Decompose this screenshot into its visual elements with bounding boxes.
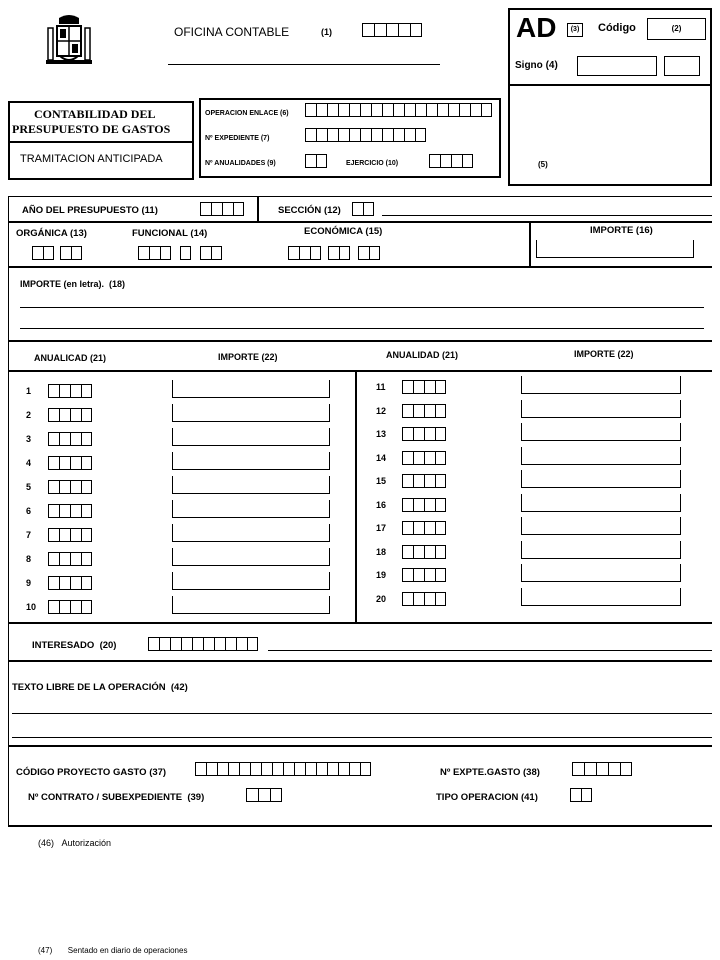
annuity-amount-field[interactable] [172, 548, 330, 566]
annuity-row-number: 11 [376, 382, 386, 392]
functional-cells-c[interactable] [200, 246, 222, 260]
annuity-row-number: 16 [376, 499, 387, 510]
functional-cells-a[interactable] [138, 246, 171, 260]
annuities-header-divider [8, 370, 712, 372]
link-operation-label: OPERACION ENLACE (6) [205, 110, 289, 117]
op-type-label: TIPO OPERACION (41) [436, 792, 538, 803]
annuity-row-number: 6 [26, 506, 32, 516]
office-underline [168, 64, 440, 65]
annuity-year-cells[interactable] [402, 451, 446, 465]
economic-cells-c[interactable] [358, 246, 380, 260]
annuity-amount-field[interactable] [521, 541, 681, 559]
office-ref: (1) [321, 27, 332, 37]
annuity-year-cells[interactable] [402, 498, 446, 512]
annuity-year-cells[interactable] [48, 528, 92, 542]
functional-label: FUNCIONAL (14) [132, 228, 208, 239]
annuity-amount-field[interactable] [172, 476, 330, 494]
field-5-ref: (5) [538, 160, 548, 169]
organic-cells-a[interactable] [32, 246, 54, 260]
code-label: Código [598, 22, 636, 34]
annuity-row-number: 2 [26, 410, 32, 420]
free-text-line-2[interactable] [12, 737, 712, 738]
annuity-year-cells[interactable] [402, 521, 446, 535]
fiscal-year-label: EJERCICIO (10) [346, 160, 399, 167]
organic-cells-b[interactable] [60, 246, 82, 260]
fiscal-year-cells[interactable] [429, 154, 473, 168]
project-code-cells[interactable] [195, 762, 371, 776]
annuity-row-number: 7 [26, 530, 32, 540]
contract-cells[interactable] [246, 788, 282, 802]
annuity-amount-field[interactable] [521, 400, 681, 418]
annuity-row-number: 8 [26, 554, 32, 564]
annuity-row-number: 12 [376, 405, 387, 416]
interested-cells[interactable] [148, 637, 258, 651]
annuity-row-number: 20 [376, 593, 387, 604]
contract-label: Nº CONTRATO / SUBEXPEDIENTE (39) [28, 792, 205, 803]
auth-note: (46) Autorización [38, 838, 112, 848]
annuity-amount-field[interactable] [521, 588, 681, 606]
annuity-year-cells[interactable] [48, 600, 92, 614]
annuity-amount-field[interactable] [172, 380, 330, 398]
functional-cells-b[interactable] [180, 246, 191, 260]
organic-label: ORGÁNICA (13) [16, 228, 87, 239]
file-number-cells[interactable] [305, 128, 426, 142]
amount-label: IMPORTE (16) [590, 225, 653, 236]
annuity-amount-field[interactable] [172, 572, 330, 590]
annuity-year-cells[interactable] [48, 480, 92, 494]
annuity-year-cells[interactable] [402, 545, 446, 559]
annuity-col-header-right: ANUALIDAD (21) [386, 350, 458, 360]
annuity-amount-field[interactable] [521, 564, 681, 582]
doc-type-ref-box [567, 23, 583, 37]
economic-label: ECONÓMICA (15) [304, 226, 383, 237]
annuity-row-number: 10 [26, 602, 37, 612]
annuity-row-number: 5 [26, 482, 32, 492]
annuity-row-number: 9 [26, 578, 32, 588]
annuity-amount-field[interactable] [521, 423, 681, 441]
annuity-amount-field[interactable] [172, 500, 330, 518]
amount-col-header-left: IMPORTE (22) [218, 352, 278, 362]
code-field[interactable] [647, 18, 706, 40]
annuity-year-cells[interactable] [402, 568, 446, 582]
free-text-line-1[interactable] [12, 713, 712, 714]
op-type-cells[interactable] [570, 788, 592, 802]
amount-col-header-right: IMPORTE (22) [574, 349, 634, 359]
annuity-year-cells[interactable] [48, 552, 92, 566]
expte-label: Nº EXPTE.GASTO (38) [440, 767, 540, 778]
annuity-row-number: 4 [26, 458, 32, 468]
annuity-year-cells[interactable] [48, 576, 92, 590]
annuity-row-number: 14 [376, 452, 387, 463]
annuity-amount-field[interactable] [172, 404, 330, 422]
title-line-1: CONTABILIDAD DEL [34, 107, 156, 121]
annuity-row-number: 18 [376, 546, 387, 557]
free-text-label: TEXTO LIBRE DE LA OPERACIÓN (42) [12, 682, 188, 693]
file-number-label: Nº EXPEDIENTE (7) [205, 135, 270, 142]
annuity-amount-field[interactable] [521, 470, 681, 488]
annuities-center-divider [355, 371, 357, 622]
section-underline [382, 215, 712, 216]
code-ref: (2) [671, 24, 682, 33]
annuity-row-number: 15 [376, 476, 387, 486]
annuity-year-cells[interactable] [402, 427, 446, 441]
economic-cells-b[interactable] [328, 246, 350, 260]
section-label: SECCIÓN (12) [278, 205, 341, 216]
sign-label: Signo (4) [515, 60, 558, 71]
budget-year-label: AÑO DEL PRESUPUESTO (11) [22, 205, 158, 216]
amount-letters-line-1[interactable] [20, 307, 704, 308]
doc-type-label: AD [516, 12, 557, 43]
row-divider-3 [8, 340, 712, 342]
budget-year-divider [257, 197, 259, 221]
sign-field-extra[interactable] [664, 56, 700, 76]
annuity-year-cells[interactable] [402, 474, 446, 488]
office-code-cells[interactable] [362, 23, 422, 37]
row-divider-5 [8, 660, 712, 662]
office-label: OFICINA CONTABLE [174, 25, 290, 39]
annuity-col-header-left: ANUALICAD (21) [34, 353, 106, 363]
interested-label: INTERESADO (20) [32, 640, 117, 651]
sign-field[interactable] [577, 56, 657, 76]
project-code-label: CÓDIGO PROYECTO GASTO (37) [16, 767, 167, 778]
amount-letters-label: IMPORTE (en letra). (18) [20, 279, 126, 289]
annuity-row-number: 1 [26, 386, 32, 396]
form-bottom-line [8, 825, 712, 827]
title-line-3: TRAMITACION ANTICIPADA [20, 153, 163, 165]
annuity-year-cells[interactable] [402, 380, 446, 394]
annuity-amount-field[interactable] [172, 428, 330, 446]
entry-note: (47) Sentado en diario de operaciones [38, 946, 188, 955]
annuity-year-cells[interactable] [48, 384, 92, 398]
title-line-2: PRESUPUESTO DE GASTOS [12, 122, 171, 136]
annuity-amount-field[interactable] [172, 524, 330, 542]
annuity-row-number: 17 [376, 523, 387, 533]
row-divider-1 [8, 221, 712, 223]
coat-of-arms-logo [46, 12, 92, 66]
annuity-row-number: 19 [376, 570, 387, 580]
amount-field[interactable] [536, 240, 694, 258]
ad-box-divider [509, 84, 711, 86]
amount-col-divider [529, 222, 531, 266]
annuity-year-cells[interactable] [402, 592, 446, 606]
annuity-row-number: 13 [376, 429, 387, 439]
annuity-amount-field[interactable] [521, 447, 681, 465]
annuity-amount-field[interactable] [521, 376, 681, 394]
annuities-count-label: Nº ANUALIDADES (9) [205, 160, 276, 167]
annuity-amount-field[interactable] [521, 517, 681, 535]
section-cells[interactable] [352, 202, 374, 216]
annuity-year-cells[interactable] [48, 456, 92, 470]
annuity-year-cells[interactable] [48, 408, 92, 422]
expte-cells[interactable] [572, 762, 632, 776]
amount-letters-line-2[interactable] [20, 328, 704, 329]
annuity-amount-field[interactable] [172, 452, 330, 470]
annuity-year-cells[interactable] [402, 404, 446, 418]
interested-underline[interactable] [268, 650, 712, 651]
row-divider-6 [8, 745, 712, 747]
budget-year-cells[interactable] [200, 202, 244, 216]
annuity-amount-field[interactable] [521, 494, 681, 512]
link-operation-cells[interactable] [305, 103, 492, 117]
annuity-amount-field[interactable] [172, 596, 330, 614]
row-divider-2 [8, 266, 712, 268]
annuities-count-cells[interactable] [305, 154, 327, 168]
annuity-year-cells[interactable] [48, 504, 92, 518]
annuity-row-number: 3 [26, 434, 32, 444]
title-box-divider [9, 141, 193, 143]
economic-cells-a[interactable] [288, 246, 321, 260]
doc-type-ref: (3) [570, 26, 580, 33]
row-divider-4 [8, 622, 712, 624]
annuity-year-cells[interactable] [48, 432, 92, 446]
